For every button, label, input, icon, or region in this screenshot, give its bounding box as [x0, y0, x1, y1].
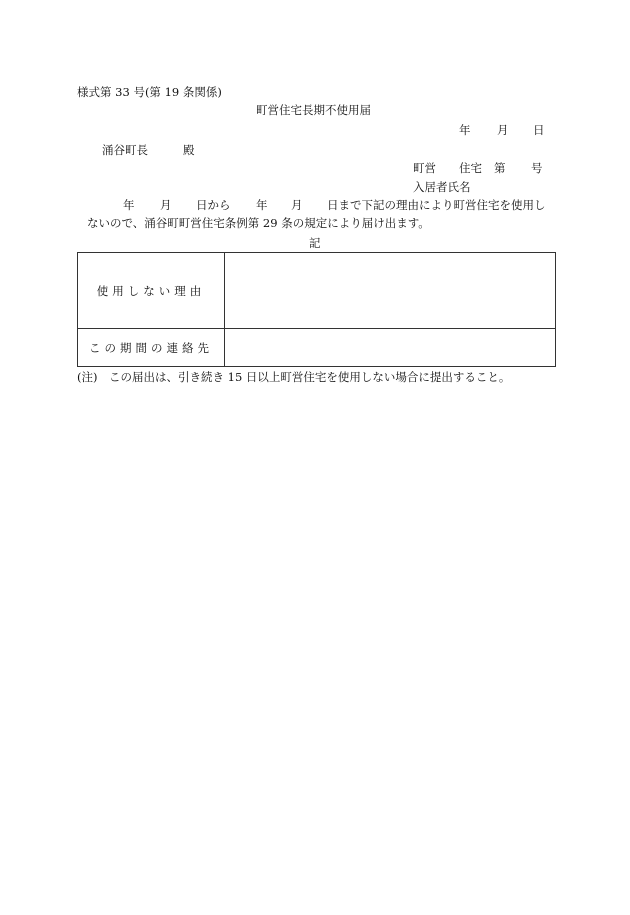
body-line-2: ないので、涌谷町町営住宅条例第 29 条の規定により届け出ます。	[87, 216, 430, 230]
document-title: 町営住宅長期不使用届	[256, 103, 371, 117]
period-start-day: 日から	[196, 198, 231, 212]
date-month-label: 月	[497, 123, 509, 137]
addressee-name: 涌谷町長	[102, 143, 148, 157]
ki-label: 記	[309, 236, 321, 250]
contact-field[interactable]	[225, 329, 556, 367]
table-row	[78, 253, 556, 329]
period-start-year: 年	[123, 198, 135, 212]
table-row	[78, 329, 556, 367]
table-row-label: この期間の連絡先	[78, 329, 225, 367]
resident-name-label: 入居者氏名	[413, 180, 471, 194]
housing-label: 町営	[413, 161, 436, 175]
period-end-month: 月	[291, 198, 303, 212]
table-row-label: 使用しない理由	[78, 253, 225, 329]
period-end-year: 年	[256, 198, 268, 212]
date-day-label: 日	[533, 123, 545, 137]
housing-suffix: 住宅	[459, 161, 482, 175]
number-suffix: 号	[531, 161, 543, 175]
reason-field[interactable]	[225, 253, 556, 329]
form-table	[77, 252, 556, 367]
number-prefix: 第	[494, 161, 506, 175]
note: (注) この届出は、引き続き 15 日以上町営住宅を使用しない場合に提出すること。	[77, 370, 511, 384]
body-line-1: 日まで下記の理由により町営住宅を使用し	[327, 198, 546, 212]
addressee-honorific: 殿	[183, 143, 195, 157]
period-start-month: 月	[160, 198, 172, 212]
date-year-label: 年	[459, 123, 471, 137]
form-number: 様式第 33 号(第 19 条関係)	[77, 85, 222, 99]
